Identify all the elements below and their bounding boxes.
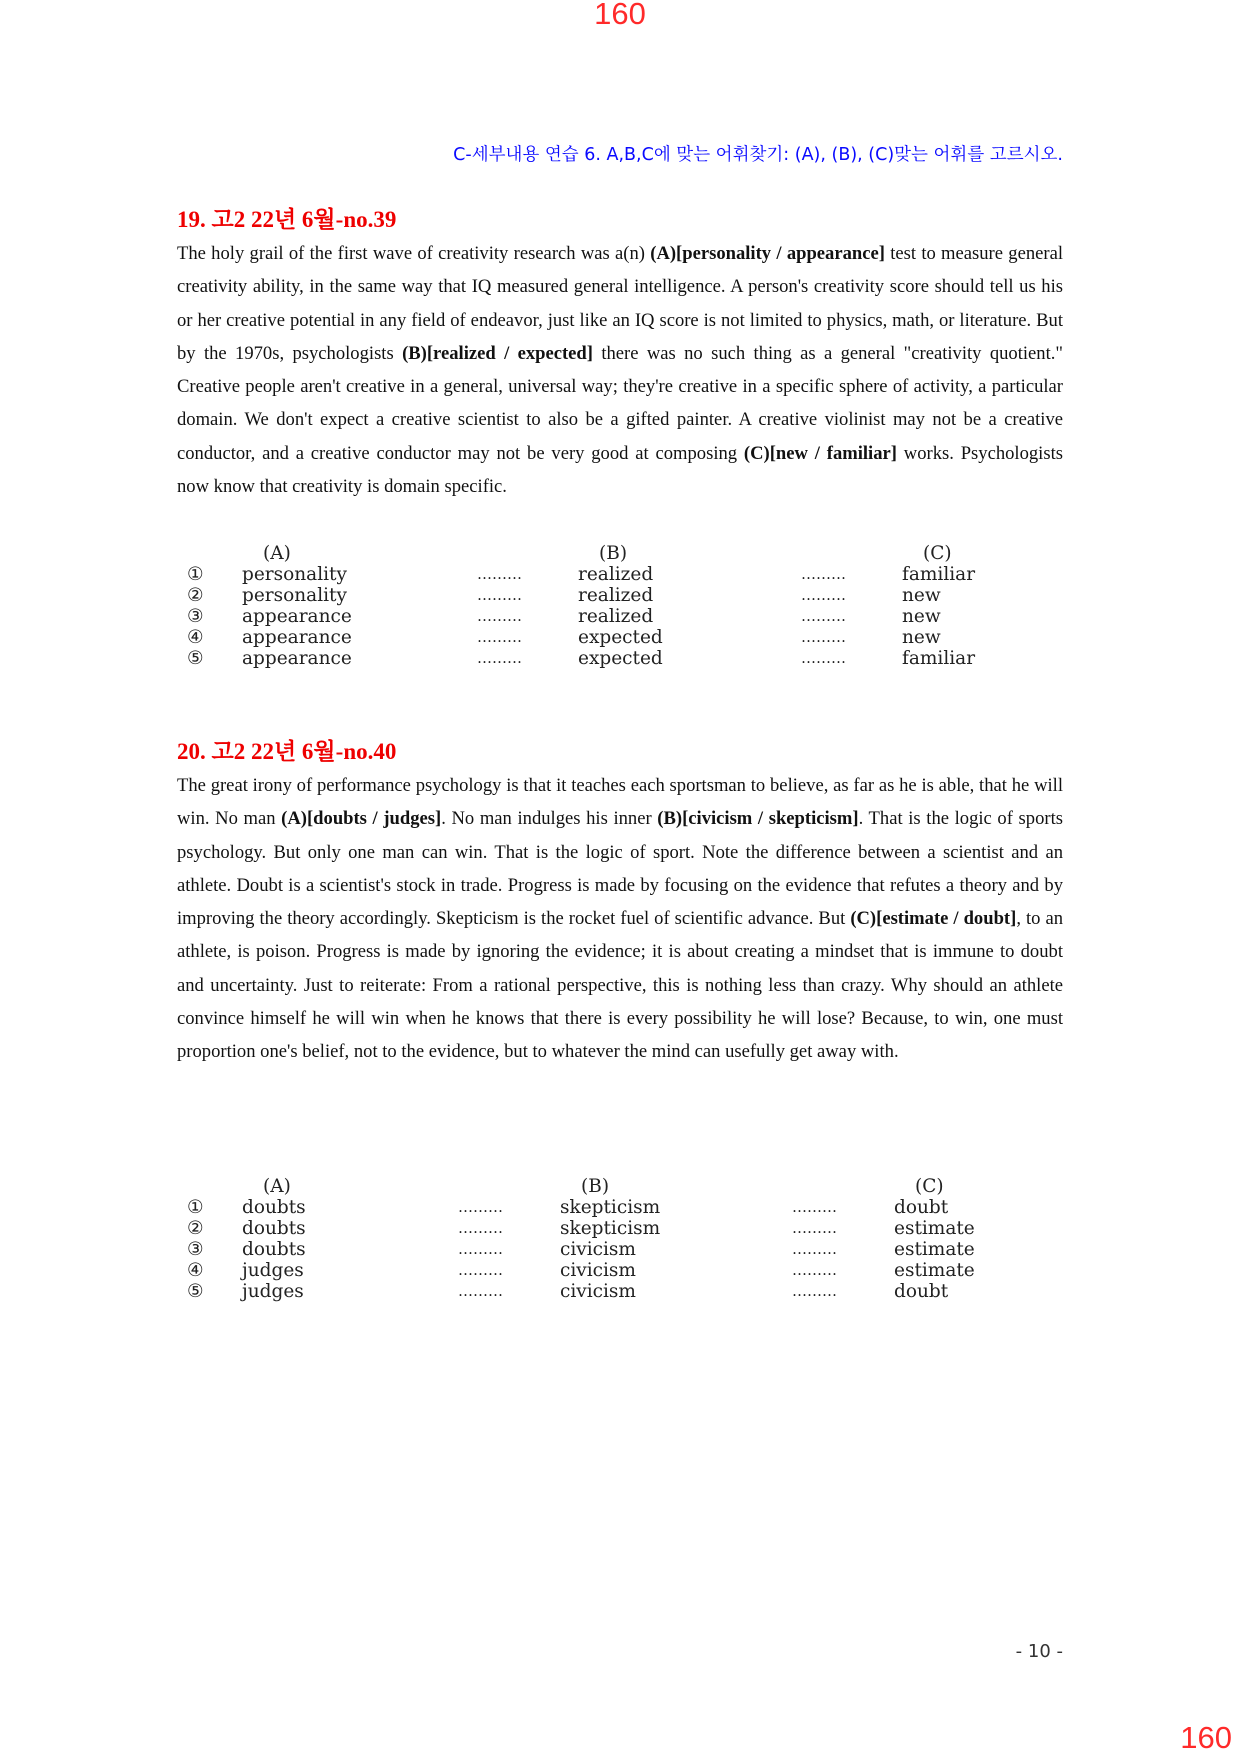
leader-dots: ………: [458, 1219, 503, 1237]
passage-text: . No man indulges his inner: [441, 808, 658, 830]
section-instruction: C-세부내용 연습 6. A,B,C에 맞는 어휘찾기: (A), (B), (C)맞는 어휘를 고르시오.: [453, 145, 1063, 165]
option-c-word: familiar: [902, 564, 976, 585]
leader-dots: ………: [458, 1198, 503, 1216]
page-number-top: 160: [594, 0, 646, 31]
passage-text: test to measure general creativity ability, in the same way that IQ measured general intelligence. A person's creativity score should tell us his or her creative potential in any field of endeavor, just like an IQ score is not limited to physics, math, or literature. But by the 1970s, psychologists: [177, 243, 1063, 364]
option-c-word: new: [902, 585, 941, 606]
column-header-c: (C): [923, 543, 952, 564]
blank-choice-b: (B)[civicism / skepticism]: [657, 808, 859, 830]
passage-text: The great irony of performance psychology is that it teaches each sportsman to believe, as far as he is able, that he will win. No man: [177, 775, 1063, 830]
option-b-word: realized: [578, 564, 654, 585]
passage-text: works. Psychologists now know that creativity is domain specific.: [177, 442, 1063, 498]
column-header-b: (B): [599, 543, 628, 564]
passage-text: , to an athlete, is poison. Progress is made by ignoring the evidence; it is about creating a mindset that is immune to doubt and uncertainty. Just to reiterate: From a rational perspective, this is nothing less than crazy. Why should an athlete convince himself he will win when he knows that there is every possibility he will lose? Because, to win, one must proportion one's belief, not to the evidence, but to whatever the mind can usefully get away with.: [177, 908, 1064, 1063]
leader-dots: ………: [792, 1198, 837, 1216]
option-c-word: new: [902, 627, 941, 648]
option-b-word: realized: [578, 585, 654, 606]
leader-dots: ………: [477, 607, 522, 625]
question-passage: [177, 769, 1063, 1069]
option-number[interactable]: ①: [187, 1197, 204, 1218]
option-number[interactable]: ④: [187, 1260, 204, 1281]
leader-dots: ………: [458, 1261, 503, 1279]
leader-dots: ………: [801, 628, 846, 646]
blank-choice-c: (C)[new / familiar]: [743, 442, 897, 464]
option-b-word: skepticism: [560, 1218, 661, 1239]
passage-text: there was no such thing as a general "creativity quotient." Creative people aren't creative in a general, universal way; they're creative in a specific sphere of activity, a particular domain. We don't expect a creative scientist to also be a gifted painter. A creative violinist may not be a creative conductor, and a creative conductor may not be very good at composing: [177, 342, 1063, 464]
leader-dots: ………: [801, 565, 846, 583]
option-b-word: expected: [578, 648, 663, 669]
option-number[interactable]: ②: [187, 585, 204, 606]
page-number-bottom: 160: [1180, 1720, 1232, 1755]
option-number[interactable]: ⑤: [187, 648, 204, 669]
page-footer: - 10 -: [1015, 1641, 1063, 1662]
blank-choice-a: (A)[doubts / judges]: [281, 808, 442, 830]
column-header-a: (A): [263, 1176, 291, 1197]
option-a-word: judges: [242, 1260, 304, 1281]
leader-dots: ………: [792, 1282, 837, 1300]
question-title: 19. 고2 22년 6월-no.39: [177, 207, 397, 232]
leader-dots: ………: [792, 1240, 837, 1258]
option-c-word: estimate: [894, 1260, 975, 1281]
leader-dots: ………: [801, 607, 846, 625]
passage-text: The holy grail of the first wave of creativity research was a(n): [177, 243, 651, 264]
blank-choice-b: (B)[realized / expected]: [402, 342, 593, 364]
option-number[interactable]: ④: [187, 627, 204, 648]
leader-dots: ………: [477, 628, 522, 646]
leader-dots: ………: [792, 1261, 837, 1279]
option-b-word: civicism: [560, 1260, 636, 1281]
passage-text: . That is the logic of sports psychology. But only one man can win. That is the logic of sport. Note the difference between a scientist and an athlete. Doubt is a scientist's stock in trade. Progress is made by focusing on the evidence that refutes a theory and by improving the theory accordingly. Skepticism is the rocket fuel of scientific advance. But: [177, 808, 1063, 930]
option-c-word: doubt: [894, 1197, 949, 1218]
leader-dots: ………: [477, 649, 522, 667]
question-title: 20. 고2 22년 6월-no.40: [177, 739, 397, 764]
option-a-word: appearance: [242, 606, 352, 627]
question-passage: [177, 237, 1063, 503]
option-number[interactable]: ③: [187, 1239, 204, 1260]
option-c-word: new: [902, 606, 941, 627]
option-c-word: estimate: [894, 1218, 975, 1239]
leader-dots: ………: [477, 586, 522, 604]
leader-dots: ………: [792, 1219, 837, 1237]
column-header-a: (A): [263, 543, 291, 564]
option-a-word: appearance: [242, 648, 352, 669]
leader-dots: ………: [801, 586, 846, 604]
leader-dots: ………: [458, 1240, 503, 1258]
leader-dots: ………: [458, 1282, 503, 1300]
option-c-word: familiar: [902, 648, 976, 669]
option-b-word: skepticism: [560, 1197, 661, 1218]
option-b-word: civicism: [560, 1239, 636, 1260]
option-a-word: judges: [242, 1281, 304, 1302]
option-b-word: realized: [578, 606, 654, 627]
blank-choice-a: (A)[personality / appearance]: [650, 243, 885, 264]
leader-dots: ………: [801, 649, 846, 667]
option-c-word: estimate: [894, 1239, 975, 1260]
leader-dots: ………: [477, 565, 522, 583]
column-header-c: (C): [915, 1176, 944, 1197]
option-number[interactable]: ①: [187, 564, 204, 585]
option-c-word: doubt: [894, 1281, 949, 1302]
blank-choice-c: (C)[estimate / doubt]: [850, 908, 1017, 930]
option-a-word: personality: [242, 585, 347, 606]
option-a-word: personality: [242, 564, 347, 585]
option-a-word: doubts: [242, 1239, 306, 1260]
option-b-word: civicism: [560, 1281, 636, 1302]
option-number[interactable]: ②: [187, 1218, 204, 1239]
option-a-word: appearance: [242, 627, 352, 648]
option-number[interactable]: ③: [187, 606, 204, 627]
option-a-word: doubts: [242, 1197, 306, 1218]
option-a-word: doubts: [242, 1218, 306, 1239]
option-number[interactable]: ⑤: [187, 1281, 204, 1302]
column-header-b: (B): [581, 1176, 610, 1197]
option-b-word: expected: [578, 627, 663, 648]
